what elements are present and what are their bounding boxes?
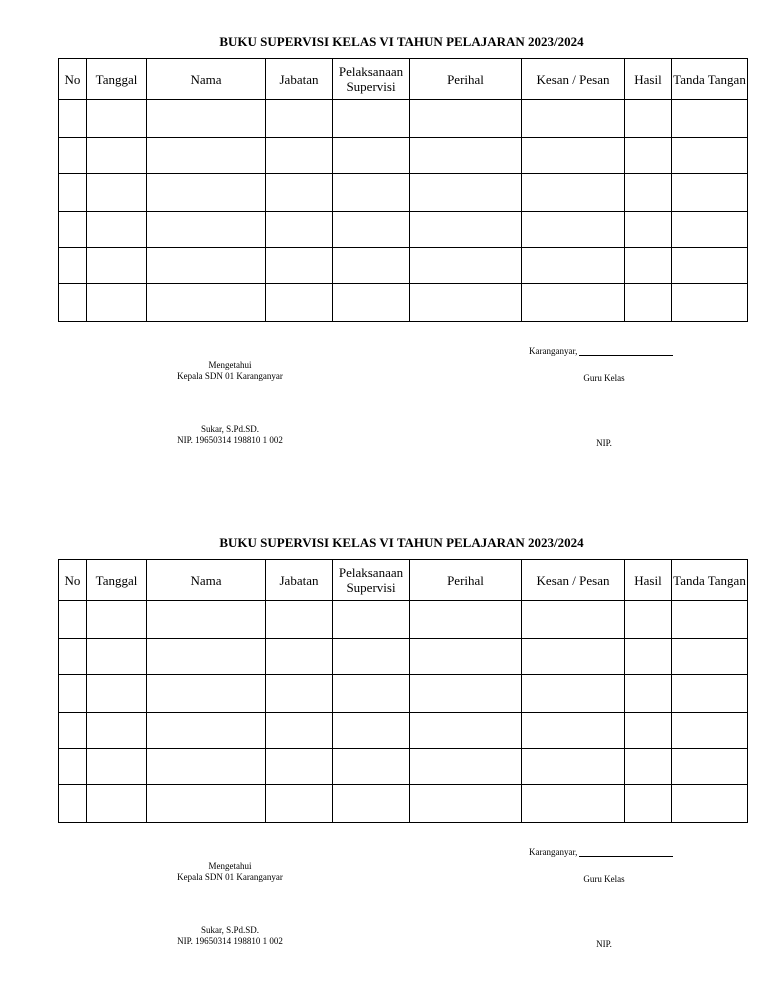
col-perihal: Perihal [410,560,522,601]
table-cell[interactable] [672,749,748,785]
table-cell[interactable] [266,675,333,713]
sheet-title: BUKU SUPERVISI KELAS VI TAHUN PELAJARAN 2023/2024 [219,34,584,49]
col-no: No [59,560,87,601]
date-blank-line[interactable] [579,354,673,356]
table-cell[interactable] [522,749,625,785]
table-cell[interactable] [147,248,266,284]
table-cell[interactable] [266,248,333,284]
table-cell[interactable] [147,174,266,212]
table-cell[interactable] [522,785,625,823]
table-cell[interactable] [672,212,748,248]
approver-caption: Mengetahui [208,861,252,871]
approver-block [130,360,330,382]
table-cell[interactable] [625,284,672,322]
col-tanda-tangan: Tanda Tangan [672,560,748,601]
table-cell[interactable] [147,100,266,138]
table-row [59,713,748,749]
table-cell[interactable] [147,601,266,639]
table-header-row [59,560,748,601]
table-cell[interactable] [266,100,333,138]
table-cell[interactable] [266,601,333,639]
col-nama: Nama [147,560,266,601]
approver-nip: NIP. 19650314 198810 1 002 [177,435,283,445]
table-cell[interactable] [625,212,672,248]
table-cell[interactable] [147,284,266,322]
col-pelaksanaan-supervisi: Pelaksanaan Supervisi [333,560,410,601]
table-cell[interactable] [87,138,147,174]
table-cell[interactable] [266,174,333,212]
table-cell[interactable] [147,212,266,248]
date-blank-line[interactable] [579,855,673,857]
approver-nip: NIP. 19650314 198810 1 002 [177,936,283,946]
table-cell[interactable] [672,138,748,174]
supervision-sheet-2 [0,501,768,971]
table-row [59,138,748,174]
table-cell[interactable] [672,785,748,823]
table-cell[interactable] [333,138,410,174]
table-cell[interactable] [522,138,625,174]
table-cell[interactable] [333,639,410,675]
table-cell[interactable] [147,749,266,785]
place-date [529,847,673,857]
table-cell[interactable] [147,785,266,823]
table-cell[interactable] [266,212,333,248]
table-cell[interactable] [147,639,266,675]
col-jabatan: Jabatan [266,560,333,601]
table-cell[interactable] [333,100,410,138]
table-cell[interactable] [87,675,147,713]
table-cell[interactable] [87,639,147,675]
table-row [59,639,748,675]
table-cell[interactable] [59,212,87,248]
table-cell[interactable] [59,713,87,749]
table-cell[interactable] [59,174,87,212]
table-cell[interactable] [672,248,748,284]
table-cell[interactable] [522,675,625,713]
table-cell[interactable] [147,138,266,174]
table-cell[interactable] [147,675,266,713]
table-cell[interactable] [410,639,522,675]
table-cell[interactable] [522,248,625,284]
table-cell[interactable] [410,284,522,322]
table-cell[interactable] [333,248,410,284]
table-row [59,785,748,823]
table-cell[interactable] [266,749,333,785]
table-cell[interactable] [266,713,333,749]
table-cell[interactable] [522,100,625,138]
col-tanggal: Tanggal [87,560,147,601]
table-cell[interactable] [410,100,522,138]
table-cell[interactable] [625,713,672,749]
place-date-label: Karanganyar, [529,847,578,857]
table-cell[interactable] [87,785,147,823]
table-cell[interactable] [333,675,410,713]
table-cell[interactable] [522,639,625,675]
teacher-nip: NIP. [596,438,612,448]
table-header-row [59,59,748,100]
table-cell[interactable] [410,713,522,749]
table-cell[interactable] [59,100,87,138]
table-cell[interactable] [672,713,748,749]
approver-signature [130,424,330,446]
table-cell[interactable] [333,713,410,749]
table-row [59,601,748,639]
table-cell[interactable] [522,174,625,212]
supervision-table [58,58,748,322]
table-cell[interactable] [522,601,625,639]
table-cell[interactable] [87,174,147,212]
table-cell[interactable] [625,100,672,138]
approver-block [130,861,330,883]
table-cell[interactable] [59,138,87,174]
col-kesan-pesan: Kesan / Pesan [522,59,625,100]
table-row [59,174,748,212]
table-cell[interactable] [625,248,672,284]
table-cell[interactable] [333,174,410,212]
supervision-sheet-1 [0,0,768,470]
col-tanda-tangan: Tanda Tangan [672,59,748,100]
table-cell[interactable] [333,601,410,639]
table-cell[interactable] [625,749,672,785]
table-cell[interactable] [410,785,522,823]
table-cell[interactable] [87,248,147,284]
table-cell[interactable] [87,212,147,248]
col-pelaksanaan-supervisi: Pelaksanaan Supervisi [333,59,410,100]
teacher-role: Guru Kelas [583,373,625,383]
table-cell[interactable] [410,138,522,174]
table-cell[interactable] [59,785,87,823]
table-cell[interactable] [333,212,410,248]
table-row [59,749,748,785]
table-cell[interactable] [522,713,625,749]
table-cell[interactable] [625,639,672,675]
col-hasil: Hasil [625,59,672,100]
table-row [59,248,748,284]
table-cell[interactable] [410,749,522,785]
table-row [59,675,748,713]
place-date [529,346,673,356]
table-cell[interactable] [59,639,87,675]
table-cell[interactable] [625,675,672,713]
table-cell[interactable] [410,675,522,713]
table-cell[interactable] [410,174,522,212]
table-cell[interactable] [59,749,87,785]
table-cell[interactable] [672,601,748,639]
teacher-role: Guru Kelas [583,874,625,884]
table-cell[interactable] [625,174,672,212]
table-cell[interactable] [410,212,522,248]
table-cell[interactable] [87,749,147,785]
table-cell[interactable] [625,785,672,823]
table-cell[interactable] [410,601,522,639]
table-cell[interactable] [333,284,410,322]
col-perihal: Perihal [410,59,522,100]
approver-caption: Mengetahui [208,360,252,370]
table-row [59,212,748,248]
table-cell[interactable] [333,785,410,823]
col-jabatan: Jabatan [266,59,333,100]
table-cell[interactable] [266,785,333,823]
table-cell[interactable] [59,675,87,713]
table-cell[interactable] [672,174,748,212]
col-hasil: Hasil [625,560,672,601]
table-cell[interactable] [87,713,147,749]
teacher-nip: NIP. [596,939,612,949]
table-cell[interactable] [87,284,147,322]
table-cell[interactable] [87,100,147,138]
col-tanggal: Tanggal [87,59,147,100]
table-cell[interactable] [59,248,87,284]
table-cell[interactable] [266,639,333,675]
col-no: No [59,59,87,100]
table-cell[interactable] [333,749,410,785]
table-cell[interactable] [87,601,147,639]
table-cell[interactable] [522,212,625,248]
table-cell[interactable] [266,284,333,322]
table-cell[interactable] [147,713,266,749]
table-cell[interactable] [672,675,748,713]
table-cell[interactable] [522,284,625,322]
table-row [59,284,748,322]
approver-name: Sukar, S.Pd.SD. [201,424,259,434]
table-cell[interactable] [625,601,672,639]
table-cell[interactable] [410,248,522,284]
approver-role: Kepala SDN 01 Karanganyar [177,872,283,882]
table-row [59,100,748,138]
table-cell[interactable] [59,601,87,639]
table-cell[interactable] [59,284,87,322]
table-cell[interactable] [672,284,748,322]
approver-signature [130,925,330,947]
col-nama: Nama [147,59,266,100]
table-cell[interactable] [266,138,333,174]
table-cell[interactable] [625,138,672,174]
sheet-title: BUKU SUPERVISI KELAS VI TAHUN PELAJARAN 2023/2024 [219,535,584,550]
approver-name: Sukar, S.Pd.SD. [201,925,259,935]
place-date-label: Karanganyar, [529,346,578,356]
approver-role: Kepala SDN 01 Karanganyar [177,371,283,381]
table-cell[interactable] [672,639,748,675]
supervision-table [58,559,748,823]
col-kesan-pesan: Kesan / Pesan [522,560,625,601]
table-cell[interactable] [672,100,748,138]
